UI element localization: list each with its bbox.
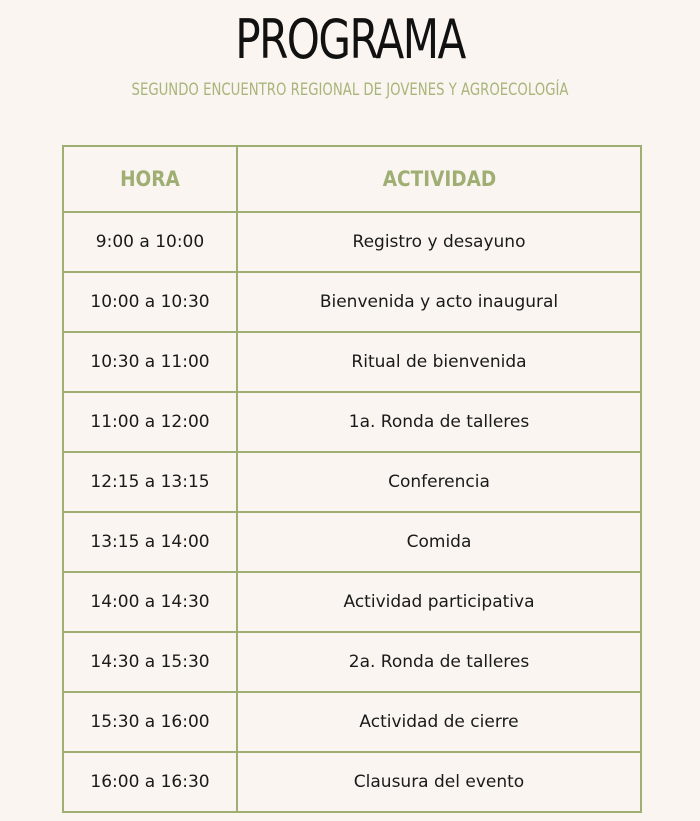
page-title: PROGRAMA xyxy=(235,8,465,71)
cell-actividad: Conferencia xyxy=(237,452,641,512)
cell-hora: 9:00 a 10:00 xyxy=(63,212,237,272)
cell-actividad: Actividad de cierre xyxy=(237,692,641,752)
schedule-table xyxy=(62,145,642,813)
table-row xyxy=(63,752,641,812)
table-row xyxy=(63,632,641,692)
column-header-actividad: ACTIVIDAD xyxy=(237,146,641,212)
cell-actividad: Actividad participativa xyxy=(237,572,641,632)
cell-hora: 10:30 a 11:00 xyxy=(63,332,237,392)
cell-hora: 11:00 a 12:00 xyxy=(63,392,237,452)
table-row xyxy=(63,572,641,632)
cell-actividad: Comida xyxy=(237,512,641,572)
cell-hora: 16:00 a 16:30 xyxy=(63,752,237,812)
cell-actividad: 2a. Ronda de talleres xyxy=(237,632,641,692)
cell-actividad: Registro y desayuno xyxy=(237,212,641,272)
table-row xyxy=(63,692,641,752)
table-row xyxy=(63,212,641,272)
table-row xyxy=(63,392,641,452)
table-row xyxy=(63,512,641,572)
cell-actividad: 1a. Ronda de talleres xyxy=(237,392,641,452)
cell-hora: 14:30 a 15:30 xyxy=(63,632,237,692)
cell-hora: 12:15 a 13:15 xyxy=(63,452,237,512)
cell-hora: 13:15 a 14:00 xyxy=(63,512,237,572)
table-row xyxy=(63,332,641,392)
table-header-row xyxy=(63,146,641,212)
cell-actividad: Clausura del evento xyxy=(237,752,641,812)
cell-actividad: Ritual de bienvenida xyxy=(237,332,641,392)
table-row xyxy=(63,452,641,512)
cell-hora: 15:30 a 16:00 xyxy=(63,692,237,752)
page-subtitle: SEGUNDO ENCUENTRO REGIONAL DE JOVENES Y AGROECOLOGÍA xyxy=(131,80,569,100)
table-row xyxy=(63,272,641,332)
cell-actividad: Bienvenida y acto inaugural xyxy=(237,272,641,332)
column-header-hora: HORA xyxy=(63,146,237,212)
cell-hora: 10:00 a 10:30 xyxy=(63,272,237,332)
cell-hora: 14:00 a 14:30 xyxy=(63,572,237,632)
